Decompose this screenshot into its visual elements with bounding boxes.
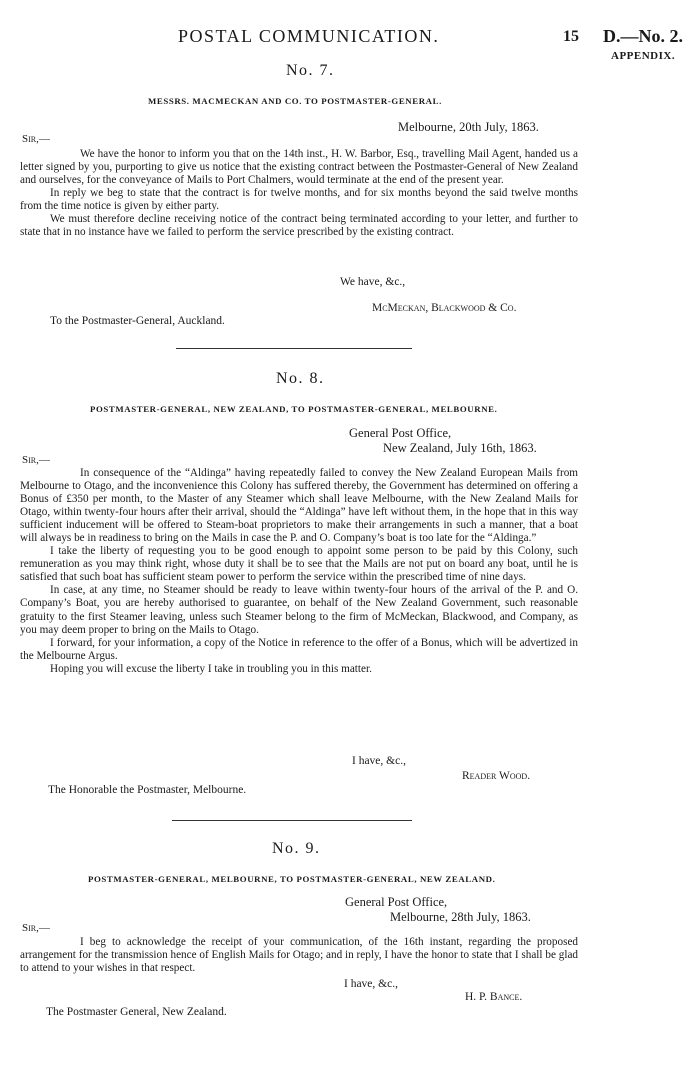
document-reference: D.—No. 2. xyxy=(603,26,683,46)
letter-from-to: MESSRS. MACMECKAN AND CO. TO POSTMASTER-GENERAL. xyxy=(148,96,442,106)
letter-place-line-1: General Post Office, xyxy=(349,426,452,440)
letter-addressee: The Honorable the Postmaster, Melbourne. xyxy=(48,784,247,796)
section-divider xyxy=(176,348,412,349)
letter-number: No. 9. xyxy=(272,840,321,857)
body-paragraph: We have the honor to inform you that on the 14th inst., H. W. Barbor, Esq., travelling Mail Agent, handed us a letter signed by you, purporting to give us notice that the existing contract between the Postmaster-General of New Zealand and ourselves, for the conveyance of Mails to Port Chalmers, would terminate at the end of the present year. xyxy=(20,148,578,187)
body-paragraph: In consequence of the “Aldinga” having repeatedly failed to convey the New Zealand European Mails from Melbourne to Otago, and the inconvenience this Colony has suffered thereby, the Government has determined on offering a Bonus of £350 per month, to the Master of any Steamer which shall leave Melbourne, with the New Zealand Mails for Otago, within twenty-four hours after their arrival, should the “Aldinga” have left without them, in the hope that in this way sufficient inducement will be offered to Steam-boat proprietors to make their arrangements in such a manner, that a boat will always be in readiness to bring on the Mails in case the P. and O. Company’s boat is too late for the “Aldinga.” xyxy=(20,467,578,545)
letter-number: No. 8. xyxy=(276,370,325,387)
letter-from-to: POSTMASTER-GENERAL, MELBOURNE, TO POSTMASTER-GENERAL, NEW ZEALAND. xyxy=(88,874,496,884)
letter-body xyxy=(20,936,578,975)
body-paragraph: In case, at any time, no Steamer should be ready to leave within twenty-four hours of the arrival of the P. and O. Company’s Boat, you are hereby authorised to guarantee, on behalf of the New Zealand Government, such reasonable gratuity to the first Steamer leaving, unless such Steamer belong to the firm of McMeckan, Blackwood, and Company, as you may deem proper to bring on the Mails to Otago. xyxy=(20,584,578,636)
body-paragraph: I beg to acknowledge the receipt of your communication, of the 16th instant, regarding the proposed arrangement for the transmission hence of English Mails for Otago; and in reply, I have the honor to state that I shall be glad to attend to your wishes in that respect. xyxy=(20,936,578,975)
letter-signature: McMeckan, Blackwood & Co. xyxy=(372,302,517,314)
letter-salutation: Sir,— xyxy=(22,922,50,934)
letter-place-date: Melbourne, 20th July, 1863. xyxy=(398,120,539,134)
letter-closing: I have, &c., xyxy=(352,755,406,767)
section-divider xyxy=(172,820,412,821)
letter-closing: We have, &c., xyxy=(340,276,406,288)
letter-closing: I have, &c., xyxy=(344,978,398,990)
body-paragraph: We must therefore decline receiving notice of the contract being terminated according to your letter, and further to state that in no instance have we failed to perform the service prescribed by the existing contract. xyxy=(20,213,578,239)
letter-place-line-1: General Post Office, xyxy=(345,895,448,909)
letter-body xyxy=(20,467,578,676)
letter-addressee: To the Postmaster-General, Auckland. xyxy=(50,315,225,327)
letter-salutation: Sir,— xyxy=(22,454,50,466)
letter-place-line-2: New Zealand, July 16th, 1863. xyxy=(383,441,537,455)
page-number: 15 xyxy=(563,28,579,45)
letter-number: No. 7. xyxy=(286,62,335,79)
page-header-title: POSTAL COMMUNICATION. xyxy=(178,26,440,46)
letter-body xyxy=(20,148,578,239)
letter-signature: H. P. Bance. xyxy=(465,991,523,1003)
body-paragraph: I forward, for your information, a copy of the Notice in reference to the offer of a Bonus, which will be advertized in the Melbourne Argus. xyxy=(20,636,578,662)
body-paragraph: I take the liberty of requesting you to be good enough to appoint some person to be paid by this Colony, such remuneration as you may think right, whose duty it shall be to see that the Mails are not put on board any boat, until he is satisfied that such boat has sufficient steam power to perform the service within the prescribed time of nine days. xyxy=(20,545,578,584)
appendix-label: APPENDIX. xyxy=(611,50,676,62)
body-paragraph: In reply we beg to state that the contract is for twelve months, and for six months beyond the said twelve months from the time notice is given by either party. xyxy=(20,187,578,213)
letter-signature: Reader Wood. xyxy=(462,770,531,782)
letter-from-to: POSTMASTER-GENERAL, NEW ZEALAND, TO POSTMASTER-GENERAL, MELBOURNE. xyxy=(90,404,498,414)
letter-addressee: The Postmaster General, New Zealand. xyxy=(46,1006,227,1018)
body-paragraph: Hoping you will excuse the liberty I take in troubling you in this matter. xyxy=(50,662,372,675)
letter-place-line-2: Melbourne, 28th July, 1863. xyxy=(390,910,531,924)
letter-salutation: Sir,— xyxy=(22,133,50,145)
